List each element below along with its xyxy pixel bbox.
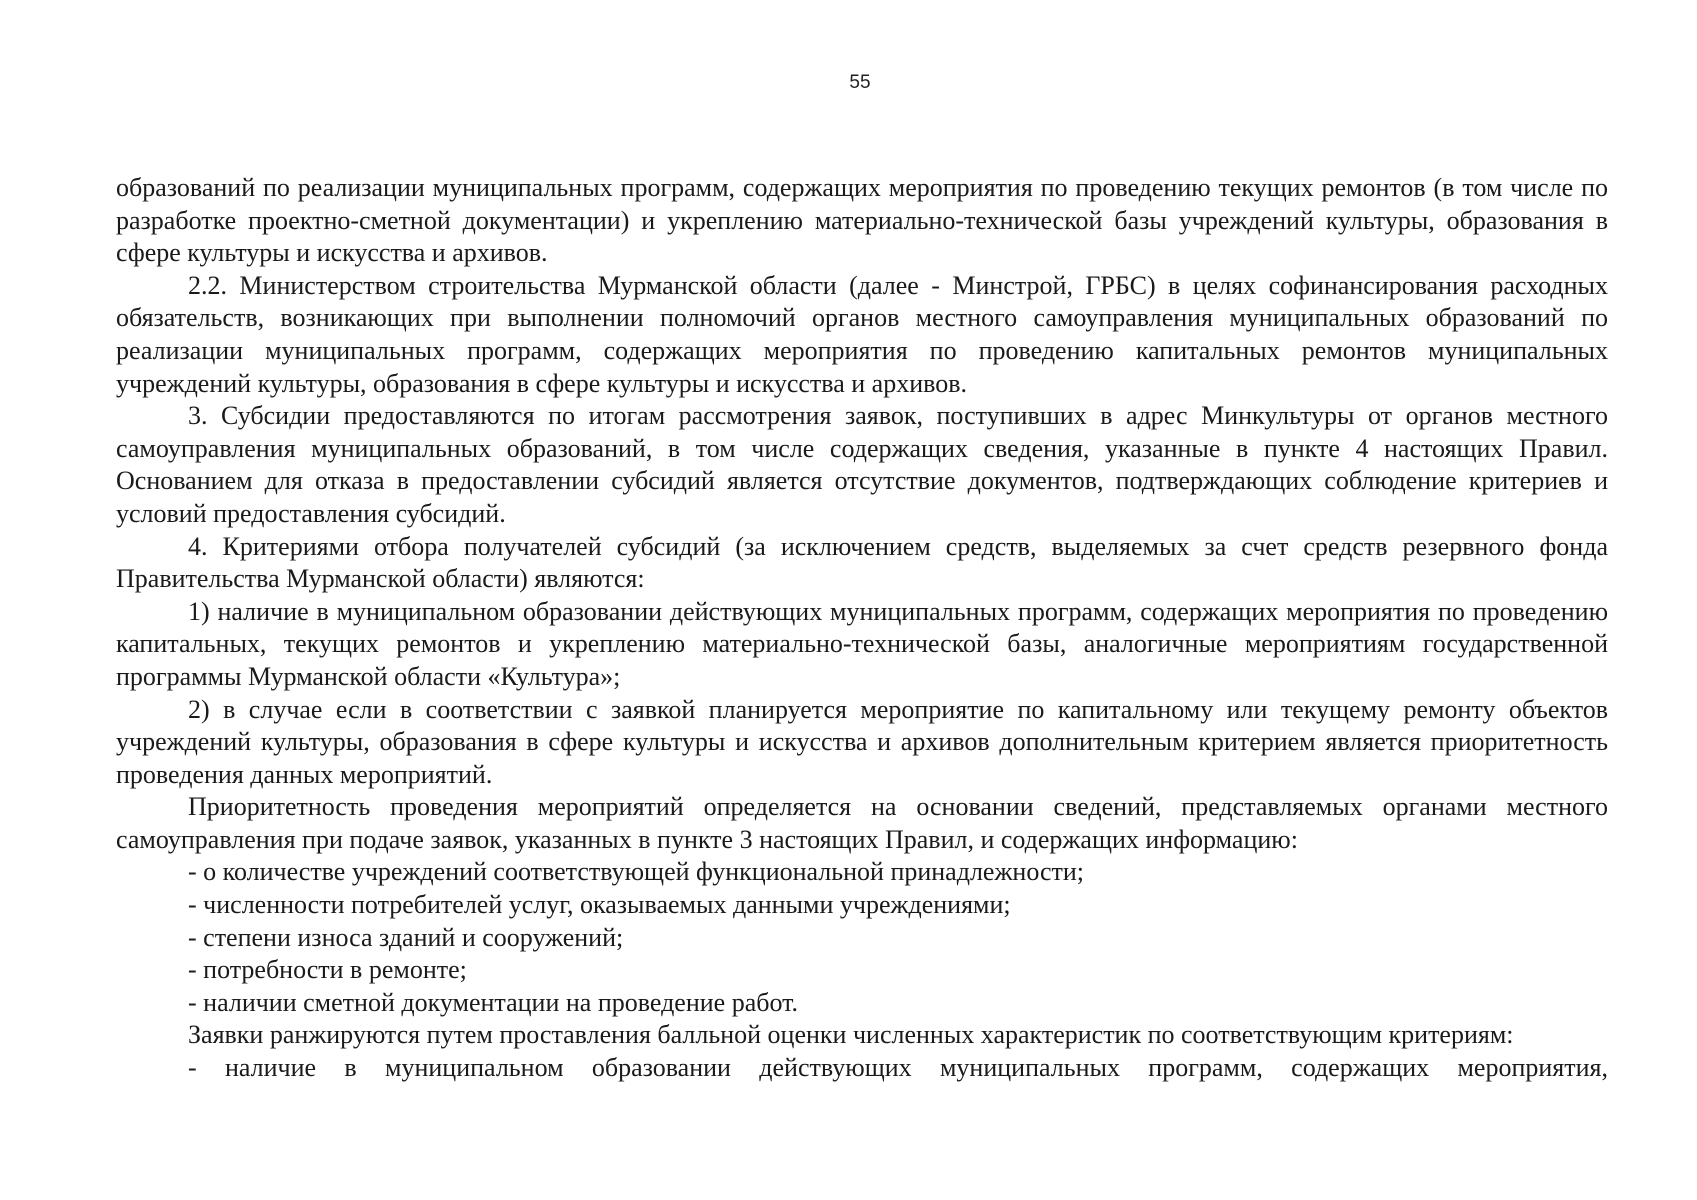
paragraph-ranking: Заявки ранжируются путем проставления балльной оценки численных характеристик по соответствующим критериям: [188, 1020, 1514, 1050]
list-item: - о количестве учреждений соответствующей функциональной принадлежности; [188, 857, 1085, 887]
paragraph-criterion-2: 2) в случае если в соответствии с заявкой планируется мероприятие по капитальному или текущему ремонту объектов учреждений культуры, образования в сфере культуры и искусства и архивов дополнительным критерием является приоритетность проведения данных мероприятий. [116, 694, 1608, 789]
document-body [116, 172, 1608, 1085]
paragraph-clause-3: 3. Субсидии предоставляются по итогам рассмотрения заявок, поступивших в адрес Минкультуры от органов местного самоуправления муниципальных образований, в том числе содержащих сведения, указанные в пункте 4 настоящих Правил. Основанием для отказа в предоставлении субсидий является отсутствие документов, подтверждающих соблюдение критериев и условий предоставления субсидий. [116, 401, 1608, 528]
paragraph-criterion-1: 1) наличие в муниципальном образовании действующих муниципальных программ, содержащих мероприятия по проведению капитальных, текущих ремонтов и укреплению материально-технической базы, аналогичные мероприятиям государственной программы Мурманской области «Культура»; [116, 596, 1608, 691]
paragraph-clause-2-2: 2.2. Министерством строительства Мурманской области (далее - Минстрой, ГРБС) в целях софинансирования расходных обязательств, возникающих при выполнении полномочий органов местного самоуправления муниципальных образований по реализации муниципальных программ, содержащих мероприятия по проведению капитальных ремонтов муниципальных учреждений культуры, образования в сфере культуры и искусства и архивов. [116, 270, 1608, 398]
list-item: - наличии сметной документации на проведение работ. [188, 987, 799, 1017]
list-item: - степени износа зданий и сооружений; [188, 922, 624, 952]
paragraph-clause-4: 4. Критериями отбора получателей субсидий (за исключением средств, выделяемых за счет средств резервного фонда Правительства Мурманской области) являются: [116, 531, 1608, 594]
list-item: - наличие в муниципальном образовании действующих муниципальных программ, содержащих мероприятия, [188, 1053, 1608, 1083]
list-item: - потребности в ремонте; [188, 955, 467, 985]
page-number: 55 [849, 72, 871, 93]
paragraph-priority: Приоритетность проведения мероприятий определяется на основании сведений, представляемых органами местного самоуправления при подаче заявок, указанных в пункте 3 настоящих Правил, и содержащих информацию: [116, 792, 1608, 854]
paragraph-continuation: образований по реализации муниципальных программ, содержащих мероприятия по проведению текущих ремонтов (в том числе по разработке проектно-сметной документации) и укреплению материально-технической базы учреждений культуры, образования в сфере культуры и искусства и архивов. [116, 173, 1608, 268]
list-item: - численности потребителей услуг, оказываемых данными учреждениями; [188, 890, 1011, 920]
